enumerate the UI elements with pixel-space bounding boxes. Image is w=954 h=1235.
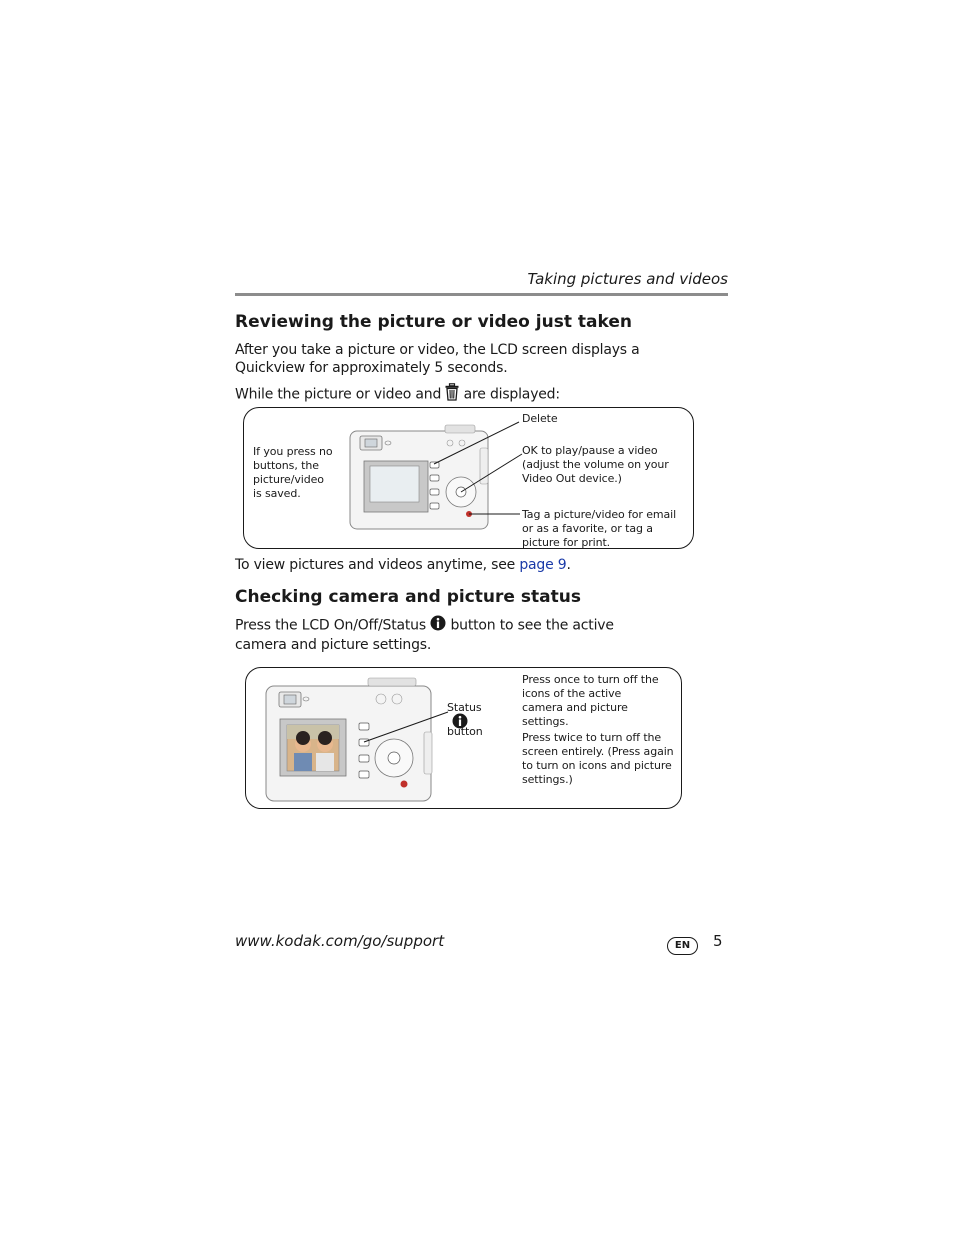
callout-press-once: Press once to turn off the icons of the active camera and picture settings.: [522, 673, 659, 728]
footer-url[interactable]: www.kodak.com/go/support: [235, 932, 445, 950]
while-text-before: While the picture or video and: [235, 386, 442, 403]
button-label: button: [447, 725, 483, 738]
callout-press-twice: Press twice to turn off the screen entirely. (Press again to turn on icons and picture settings.): [522, 731, 674, 786]
page-number: 5: [713, 932, 723, 950]
while-text-after: are displayed:: [463, 386, 560, 403]
callout-no-buttons: If you press no buttons, the picture/video is saved.: [253, 445, 333, 500]
heading-reviewing: Reviewing the picture or video just taken: [235, 312, 632, 332]
view-text-after: .: [566, 557, 571, 573]
callout-tag: Tag a picture/video for email or as a favorite, or tag a picture for print.: [522, 508, 677, 549]
status-label: Status: [447, 701, 482, 714]
paragraph-quickview: After you take a picture or video, the LCD screen displays a Quickview for approximately 5 seconds.: [235, 342, 640, 376]
status-text-before: Press the LCD On/Off/Status: [235, 617, 426, 634]
heading-checking-status: Checking camera and picture status: [235, 587, 581, 607]
callout-delete: Delete: [522, 412, 558, 425]
page-9-link[interactable]: page 9: [519, 557, 567, 573]
section-header-title: Taking pictures and videos: [527, 270, 728, 288]
callout-ok: OK to play/pause a video (adjust the volume on your Video Out device.): [522, 444, 669, 485]
status-text-after: button to see the active camera and picture settings.: [235, 617, 614, 653]
view-text-before: To view pictures and videos anytime, see: [235, 557, 516, 573]
language-badge: EN: [667, 937, 698, 955]
